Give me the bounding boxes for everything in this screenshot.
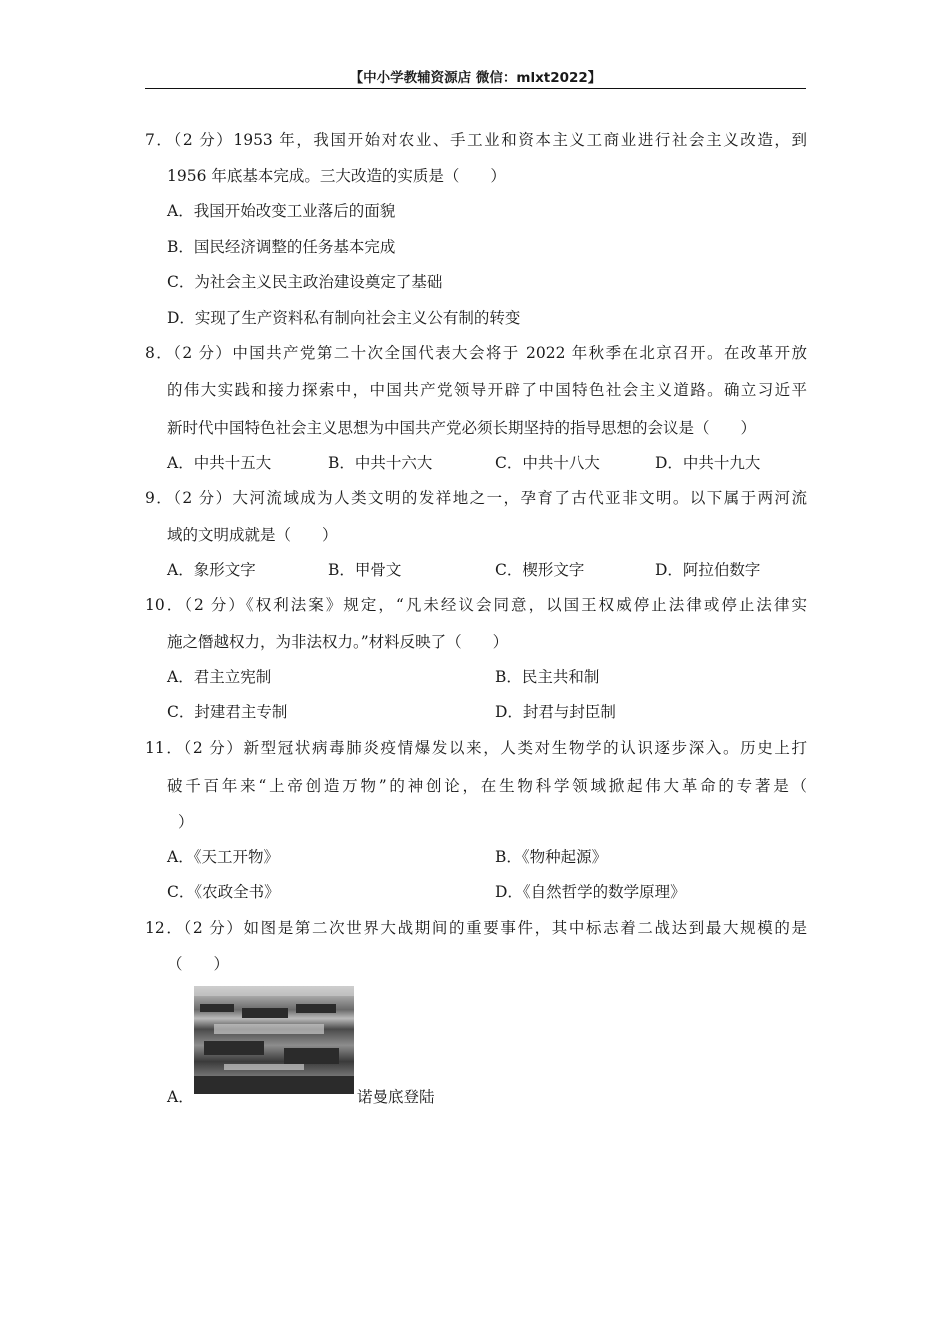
header-divider: [145, 88, 806, 89]
q10-stem-line2: 施之僭越权力，为非法权力。”材料反映了（ ）: [167, 633, 509, 651]
q12-stem-line2: （ ）: [167, 955, 230, 973]
q10-option-c: C．封建君主专制: [167, 703, 288, 721]
q7-stem-line1: 7．（2 分）1953 年，我国开始对农业、手工业和资本主义工商业进行社会主义改造，到: [145, 131, 807, 149]
q7-option-d: D．实现了生产资料私有制向社会主义公有制的转变: [167, 309, 521, 327]
q9-option-a: A．象形文字: [167, 561, 256, 579]
q9-option-c: C．楔形文字: [495, 561, 585, 579]
q8-option-b: B．中共十六大: [328, 454, 433, 472]
q8-option-d: D．中共十九大: [655, 454, 761, 472]
q11-stem-line1: 11．（2 分）新型冠状病毒肺炎疫情爆发以来，人类对生物学的认识逐步深入。历史上打: [145, 739, 807, 757]
q12-stem-line1: 12．（2 分）如图是第二次世界大战期间的重要事件，其中标志着二战达到最大规模的是: [145, 919, 807, 937]
page-header: 【中小学教辅资源店 微信：mlxt2022】: [349, 70, 602, 86]
q10-stem-line1: 10．（2 分）《权利法案》规定，“凡未经议会同意，以国王权威停止法律或停止法律实: [145, 596, 807, 614]
q11-option-a: A．《天工开物》: [167, 848, 279, 866]
q8-stem-line3: 新时代中国特色社会主义思想为中国共产党必须长期坚持的指导思想的会议是（ ）: [167, 419, 757, 437]
q8-stem-line1: 8．（2 分）中国共产党第二十次全国代表大会将于 2022 年秋季在北京召开。在改革开放: [145, 344, 807, 362]
q11-stem-line3: ）: [178, 813, 194, 831]
normandy-landing-photo: [194, 986, 354, 1094]
q10-option-b: B．民主共和制: [495, 668, 600, 686]
q8-option-c: C．中共十八大: [495, 454, 600, 472]
q10-option-a: A．君主立宪制: [167, 668, 272, 686]
q11-stem-line2: 破千百年来“上帝创造万物”的神创论，在生物科学领域掀起伟大革命的专著是（: [167, 777, 807, 795]
q7-option-b: B．国民经济调整的任务基本完成: [167, 238, 396, 256]
q12-option-a-caption: 诺曼底登陆: [357, 1088, 435, 1106]
q10-option-d: D．封君与封臣制: [495, 703, 616, 721]
q7-option-a: A．我国开始改变工业落后的面貌: [167, 202, 396, 220]
q9-option-b: B．甲骨文: [328, 561, 402, 579]
q7-stem-line2: 1956 年底基本完成。三大改造的实质是（ ）: [167, 167, 506, 185]
q9-stem-line2: 域的文明成就是（ ）: [167, 526, 338, 544]
q7-option-c: C．为社会主义民主政治建设奠定了基础: [167, 273, 443, 291]
q11-option-c: C．《农政全书》: [167, 883, 280, 901]
q11-option-b: B．《物种起源》: [495, 848, 608, 866]
q9-option-d: D．阿拉伯数字: [655, 561, 761, 579]
q8-option-a: A．中共十五大: [167, 454, 272, 472]
q9-stem-line1: 9．（2 分）大河流域成为人类文明的发祥地之一，孕育了古代亚非文明。以下属于两河流: [145, 489, 807, 507]
q11-option-d: D．《自然哲学的数学原理》: [495, 883, 686, 901]
q12-option-a-label: A．: [167, 1088, 194, 1106]
q8-stem-line2: 的伟大实践和接力探索中，中国共产党领导开辟了中国特色社会主义道路。确立习近平: [167, 381, 807, 399]
